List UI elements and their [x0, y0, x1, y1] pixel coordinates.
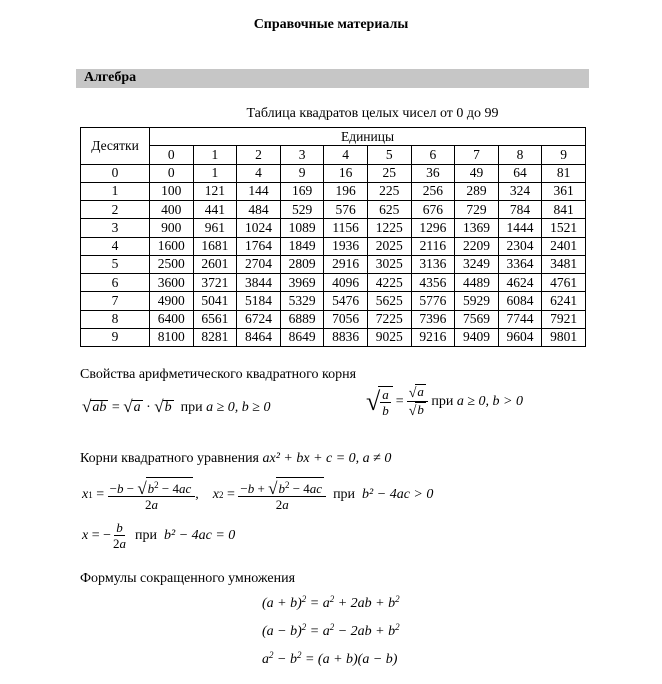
- square-value-cell: 289: [455, 182, 499, 200]
- table-row: [81, 219, 586, 237]
- square-value-cell: 6084: [498, 292, 542, 310]
- table-row: [81, 182, 586, 200]
- square-value-cell: 4096: [324, 274, 368, 292]
- square-value-cell: 144: [237, 182, 281, 200]
- quad-pri-2: при: [135, 527, 157, 543]
- square-value-cell: 5329: [280, 292, 324, 310]
- tens-cell: 6: [81, 274, 150, 292]
- square-value-cell: 2025: [367, 237, 411, 255]
- square-value-cell: 2601: [193, 255, 237, 273]
- square-value-cell: 3844: [237, 274, 281, 292]
- square-value-cell: 7569: [455, 310, 499, 328]
- tens-cell: 8: [81, 310, 150, 328]
- square-value-cell: 6400: [150, 310, 194, 328]
- square-value-cell: 225: [367, 182, 411, 200]
- sqrt-cond-2: a ≥ 0, b > 0: [456, 393, 523, 409]
- tens-cell: 0: [81, 164, 150, 182]
- table-caption: Таблица квадратов целых чисел от 0 до 99: [246, 106, 499, 121]
- square-value-cell: 484: [237, 201, 281, 219]
- unit-header-cell: 9: [542, 146, 586, 164]
- square-value-cell: 6889: [280, 310, 324, 328]
- square-value-cell: 361: [542, 182, 586, 200]
- sqrt-props-heading: Свойства арифметического квадратного корня: [80, 367, 357, 382]
- square-value-cell: 9604: [498, 328, 542, 346]
- square-value-cell: 64: [498, 164, 542, 182]
- quadratic-heading: Корни квадратного уравнения: [80, 451, 259, 466]
- square-value-cell: 8464: [237, 328, 281, 346]
- quadratic-equation: ax² + bx + c = 0, a ≠ 0: [262, 451, 392, 466]
- sqrt-pri-1: при: [180, 400, 203, 415]
- quad-pri-1: при: [333, 486, 356, 502]
- quadratic-roots-formula: x 1 = $\frac{-b - √b^2 - 4ac}{2a}$ , x 2 = $\frac{-b + √b^2 - 4ac}{2a}$ при b² − 4ac > 0: [82, 479, 434, 512]
- square-value-cell: 7056: [324, 310, 368, 328]
- unit-header-cell: 1: [193, 146, 237, 164]
- table-row: [81, 328, 586, 346]
- tens-cell: 4: [81, 237, 150, 255]
- square-value-cell: 1156: [324, 219, 368, 237]
- tens-cell: 5: [81, 255, 150, 273]
- square-value-cell: 7744: [498, 310, 542, 328]
- square-value-cell: 36: [411, 164, 455, 182]
- tens-cell: 2: [81, 201, 150, 219]
- square-value-cell: 784: [498, 201, 542, 219]
- table-row: [81, 274, 586, 292]
- units-row: [81, 146, 586, 164]
- square-value-cell: 2304: [498, 237, 542, 255]
- unit-header-cell: 3: [280, 146, 324, 164]
- square-value-cell: 5184: [237, 292, 281, 310]
- square-of-sum-formula: $(a + b)^2 = a^2 + 2ab + b^2$: [262, 594, 400, 611]
- sqrt-quotient-formula: √ $\frac{a}{b}$ = $\frac{√a}{√b}$ при a ≥ 0, b > 0: [366, 384, 523, 419]
- square-value-cell: 81: [542, 164, 586, 182]
- square-value-cell: 3600: [150, 274, 194, 292]
- square-value-cell: 1444: [498, 219, 542, 237]
- square-value-cell: 3249: [455, 255, 499, 273]
- square-of-difference-formula: $(a - b)^2 = a^2 - 2ab + b^2$: [262, 622, 400, 639]
- square-value-cell: 2116: [411, 237, 455, 255]
- square-value-cell: 9216: [411, 328, 455, 346]
- quad-cond-2: b² − 4ac = 0: [164, 527, 236, 543]
- page-title: Справочные материалы: [253, 17, 409, 32]
- square-value-cell: 961: [193, 219, 237, 237]
- square-value-cell: 6724: [237, 310, 281, 328]
- tens-cell: 7: [81, 292, 150, 310]
- single-root-formula: x = − $\frac{b}{2a}$ при b² − 4ac = 0: [82, 520, 236, 551]
- square-value-cell: 7225: [367, 310, 411, 328]
- square-value-cell: 6241: [542, 292, 586, 310]
- square-value-cell: 4761: [542, 274, 586, 292]
- square-value-cell: 324: [498, 182, 542, 200]
- col-header-units: Единицы: [150, 128, 586, 146]
- square-value-cell: 8100: [150, 328, 194, 346]
- square-value-cell: 441: [193, 201, 237, 219]
- square-value-cell: 9: [280, 164, 324, 182]
- square-value-cell: 2916: [324, 255, 368, 273]
- square-value-cell: 2704: [237, 255, 281, 273]
- square-value-cell: 8649: [280, 328, 324, 346]
- square-value-cell: 5476: [324, 292, 368, 310]
- square-value-cell: 1: [193, 164, 237, 182]
- table-header-row: [81, 128, 586, 146]
- square-value-cell: 4624: [498, 274, 542, 292]
- square-value-cell: 3136: [411, 255, 455, 273]
- square-value-cell: 841: [542, 201, 586, 219]
- unit-header-cell: 2: [237, 146, 281, 164]
- square-value-cell: 1764: [237, 237, 281, 255]
- sqrt-pri-2: при: [431, 393, 454, 409]
- tens-cell: 1: [81, 182, 150, 200]
- square-value-cell: 2809: [280, 255, 324, 273]
- square-value-cell: 256: [411, 182, 455, 200]
- table-row: [81, 201, 586, 219]
- square-value-cell: 2500: [150, 255, 194, 273]
- unit-header-cell: 7: [455, 146, 499, 164]
- square-value-cell: 5929: [455, 292, 499, 310]
- table-row: [81, 255, 586, 273]
- tens-cell: 9: [81, 328, 150, 346]
- square-value-cell: 7396: [411, 310, 455, 328]
- square-value-cell: 16: [324, 164, 368, 182]
- quadratic-heading-line: [80, 451, 391, 467]
- square-value-cell: 5776: [411, 292, 455, 310]
- square-value-cell: 625: [367, 201, 411, 219]
- square-value-cell: 576: [324, 201, 368, 219]
- square-value-cell: 4225: [367, 274, 411, 292]
- square-value-cell: 3969: [280, 274, 324, 292]
- square-value-cell: 1024: [237, 219, 281, 237]
- square-value-cell: 7921: [542, 310, 586, 328]
- square-value-cell: 9409: [455, 328, 499, 346]
- square-value-cell: 5625: [367, 292, 411, 310]
- square-value-cell: 8836: [324, 328, 368, 346]
- square-value-cell: 1936: [324, 237, 368, 255]
- square-value-cell: 1225: [367, 219, 411, 237]
- sqrt-product-formula: √ab = √a · √b при a ≥ 0, b ≥ 0: [82, 397, 271, 416]
- square-value-cell: 529: [280, 201, 324, 219]
- difference-of-squares-formula: $a^2 - b^2 = (a + b)(a - b)$: [262, 650, 398, 667]
- unit-header-cell: 4: [324, 146, 368, 164]
- square-value-cell: 4356: [411, 274, 455, 292]
- square-value-cell: 4489: [455, 274, 499, 292]
- square-value-cell: 8281: [193, 328, 237, 346]
- square-value-cell: 1089: [280, 219, 324, 237]
- square-value-cell: 4: [237, 164, 281, 182]
- square-value-cell: 49: [455, 164, 499, 182]
- sqrt-cond-1: a ≥ 0, b ≥ 0: [206, 400, 271, 415]
- squares-table: [80, 127, 586, 347]
- square-value-cell: 3025: [367, 255, 411, 273]
- square-value-cell: 0: [150, 164, 194, 182]
- unit-header-cell: 8: [498, 146, 542, 164]
- square-value-cell: 3481: [542, 255, 586, 273]
- square-value-cell: 2209: [455, 237, 499, 255]
- table-row: [81, 237, 586, 255]
- unit-header-cell: 6: [411, 146, 455, 164]
- square-value-cell: 1521: [542, 219, 586, 237]
- unit-header-cell: 0: [150, 146, 194, 164]
- square-value-cell: 400: [150, 201, 194, 219]
- square-value-cell: 1849: [280, 237, 324, 255]
- table-row: [81, 292, 586, 310]
- short-mult-heading: Формулы сокращенного умножения: [80, 571, 296, 586]
- square-value-cell: 100: [150, 182, 194, 200]
- square-value-cell: 3721: [193, 274, 237, 292]
- square-value-cell: 1681: [193, 237, 237, 255]
- table-row: [81, 164, 586, 182]
- square-value-cell: 3364: [498, 255, 542, 273]
- square-value-cell: 9801: [542, 328, 586, 346]
- row-header-tens: Десятки: [81, 128, 150, 165]
- square-value-cell: 1600: [150, 237, 194, 255]
- square-value-cell: 25: [367, 164, 411, 182]
- square-value-cell: 676: [411, 201, 455, 219]
- section-header-algebra: [76, 69, 589, 88]
- square-value-cell: 5041: [193, 292, 237, 310]
- square-value-cell: 6561: [193, 310, 237, 328]
- tens-cell: 3: [81, 219, 150, 237]
- square-value-cell: 2401: [542, 237, 586, 255]
- square-value-cell: 9025: [367, 328, 411, 346]
- quad-cond-1: b² − 4ac > 0: [362, 486, 434, 502]
- square-value-cell: 4900: [150, 292, 194, 310]
- square-value-cell: 169: [280, 182, 324, 200]
- square-value-cell: 1369: [455, 219, 499, 237]
- table-row: [81, 310, 586, 328]
- square-value-cell: 196: [324, 182, 368, 200]
- unit-header-cell: 5: [367, 146, 411, 164]
- square-value-cell: 121: [193, 182, 237, 200]
- square-value-cell: 900: [150, 219, 194, 237]
- square-value-cell: 729: [455, 201, 499, 219]
- square-value-cell: 1296: [411, 219, 455, 237]
- section-title: Алгебра: [84, 70, 137, 85]
